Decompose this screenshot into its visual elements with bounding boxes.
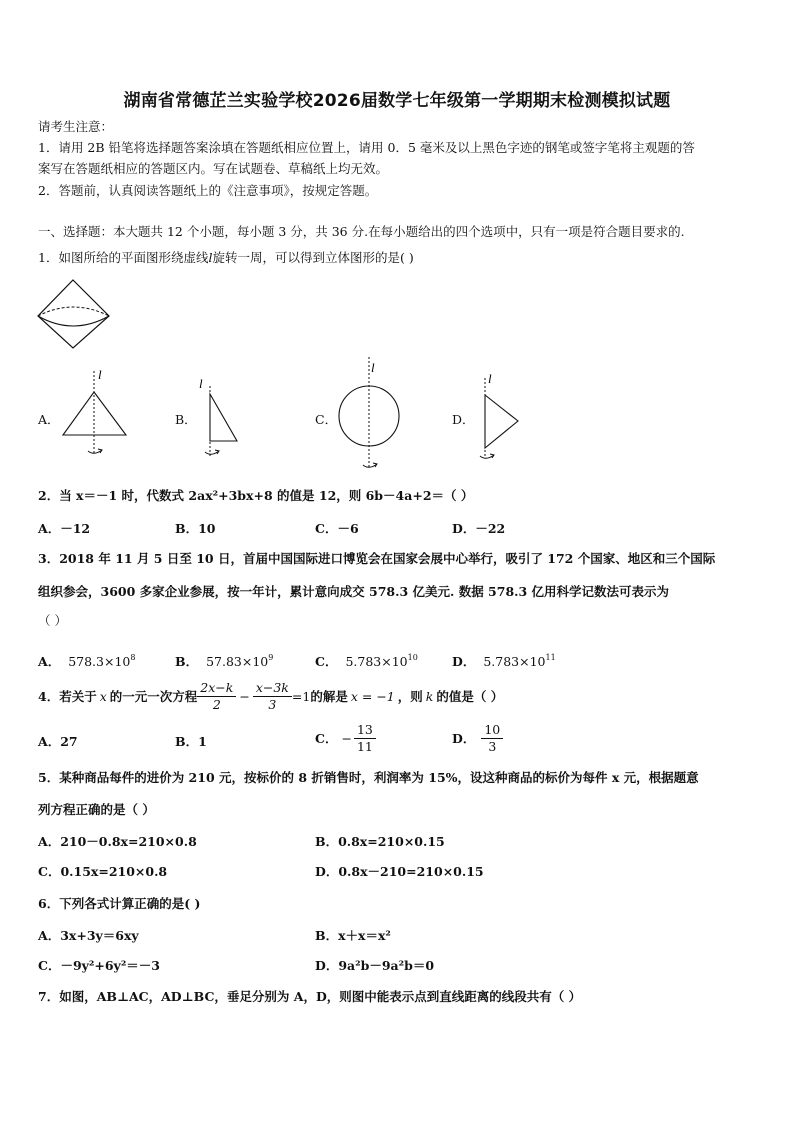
q3-option-b[interactable]: B． $57.83\times 10^9$	[175, 653, 274, 669]
axis-label: l	[199, 376, 203, 391]
q5-option-d[interactable]: D．0.8x－210=210×0.15	[315, 864, 484, 879]
q6-option-b[interactable]: B．x＋x＝x²	[315, 928, 391, 943]
q1-option-c-label[interactable]: C．	[315, 412, 338, 427]
q5-option-a[interactable]: A．210－0.8x=210×0.8	[38, 834, 197, 849]
q4-option-c[interactable]: C． − $\frac{13}{11}$	[315, 722, 376, 755]
q3-option-c[interactable]: C． $5.783\times 10^{10}$	[315, 653, 418, 669]
notice-heading: 请考生注意：	[38, 119, 114, 134]
axis-label: l	[98, 367, 102, 382]
q3-stem-line-3: （ ）	[38, 613, 67, 628]
q6-option-d[interactable]: D．9a²b－9a²b＝0	[315, 958, 435, 973]
q3-option-d[interactable]: D． $5.783\times 10^{11}$	[452, 653, 556, 669]
q2-option-c[interactable]: C．－6	[315, 521, 359, 536]
q2-stem: 2．当 x＝－1 时，代数式 2ax²+3bx+8 的值是 12，则 6b－4a+2＝（ ）	[38, 488, 474, 503]
q4-option-b[interactable]: B．1	[175, 734, 207, 749]
q2-option-b[interactable]: B．10	[175, 521, 216, 536]
q2-option-a[interactable]: A．－12	[38, 521, 91, 536]
q1-option-d-label[interactable]: D．	[452, 412, 475, 427]
axis-label: l	[371, 360, 375, 375]
q4-option-a[interactable]: A．27	[38, 734, 78, 749]
q2-option-d[interactable]: D．－22	[452, 521, 506, 536]
q4-fraction-1: $\frac{2x-k}{2}$	[197, 680, 236, 713]
q6-stem: 6．下列各式计算正确的是( )	[38, 896, 201, 911]
q3-option-a[interactable]: A． $578.3\times 10^8$	[38, 653, 136, 669]
notice-line-2: 2．答题前，认真阅读答题纸上的《注意事项》，按规定答题。	[38, 183, 378, 198]
notice-line-1b: 案写在答题纸相应的答题区内。写在试题卷、草稿纸上均无效。	[38, 161, 389, 176]
q1-option-c-circle-figure[interactable]	[333, 355, 408, 475]
q1-option-a-label[interactable]: A．	[38, 412, 60, 427]
q1-option-d-triangle-figure[interactable]	[472, 368, 532, 466]
solid-figure-double-cone	[36, 278, 116, 352]
q1-option-b-right-triangle-figure[interactable]	[195, 372, 250, 467]
section-1-heading: 一、选择题：本大题共 12 个小题，每小题 3 分，共 36 分.在每小题给出的四个选项中，只有一项是符合题目要求的.	[38, 224, 685, 239]
q1-stem: 1．如图所给的平面图形绕虚线l旋转一周，可以得到立体图形的是( )	[38, 250, 414, 265]
q5-stem-line-2: 列方程正确的是（ ）	[38, 802, 155, 817]
q5-stem-line-1: 5．某种商品每件的进价为 210 元，按标价的 8 折销售时，利润率为 15%，设这种商品的标价为每件 x 元，根据题意	[38, 770, 699, 785]
exam-title: 湖南省常德芷兰实验学校2026届数学七年级第一学期期末检测模拟试题	[123, 91, 671, 111]
q1-option-a-triangle-figure[interactable]	[58, 365, 133, 465]
q4-fraction-2: $\frac{x-3k}{3}$	[253, 680, 292, 713]
q6-option-c[interactable]: C．－9y²+6y²＝－3	[38, 958, 160, 973]
q5-option-c[interactable]: C．0.15x=210×0.8	[38, 864, 168, 879]
q4-stem: 4．若关于 x 的一元一次方程 $\frac{2x-k}{2}$ − $\frac{x-3k}{3}$ =1 的解是 x = −1 ，则 k 的值是（ ）	[38, 680, 504, 712]
q4-option-d[interactable]: D． $\frac{10}{3}$	[452, 722, 503, 755]
notice-line-1a: 1．请用 2B 铅笔将选择题答案涂填在答题纸相应位置上，请用 0．5 毫米及以上黑色字迹的钢笔或签字笔将主观题的答	[38, 140, 695, 155]
q6-option-a[interactable]: A．3x+3y＝6xy	[38, 928, 139, 943]
axis-label: l	[488, 371, 492, 386]
q5-option-b[interactable]: B．0.8x=210×0.15	[315, 834, 445, 849]
q3-stem-line-2: 组织参会，3600 多家企业参展，按一年计，累计意向成交 578.3 亿美元. 数据 578.3 亿用科学记数法可表示为	[38, 584, 670, 599]
q7-stem: 7．如图，AB⊥AC，AD⊥BC，垂足分别为 A，D，则图中能表示点到直线距离的线段共有（ ）	[38, 989, 582, 1004]
q3-stem-line-1: 3．2018 年 11 月 5 日至 10 日，首届中国国际进口博览会在国家会展中心举行，吸引了 172 个国家、地区和三个国际	[38, 551, 716, 566]
q1-option-b-label[interactable]: B．	[175, 412, 197, 427]
